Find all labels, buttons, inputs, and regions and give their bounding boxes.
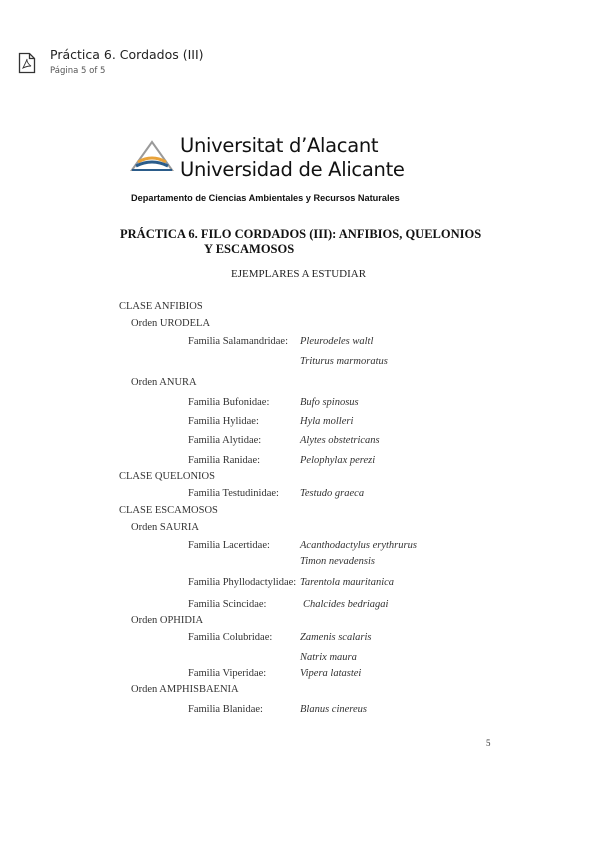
orden-heading: Orden ANURA xyxy=(131,377,197,388)
page-number: 5 xyxy=(486,738,491,748)
orden-heading: Orden URODELA xyxy=(131,318,211,329)
familia-label: Familia Phyllodactylidae: xyxy=(188,577,297,588)
species-name: Acanthodactylus erythrurus xyxy=(300,540,417,551)
familia-label: Familia Hylidae: xyxy=(188,416,259,427)
orden-heading: Orden OPHIDIA xyxy=(131,615,204,626)
clase-heading: CLASE ESCAMOSOS xyxy=(119,505,218,516)
familia-label: Familia Lacertidae: xyxy=(188,540,270,551)
species-name: Chalcides bedriagai xyxy=(303,599,389,610)
species-name: Blanus cinereus xyxy=(300,704,367,715)
species-name: Timon nevadensis xyxy=(300,556,375,567)
familia-label: Familia Blanidae: xyxy=(188,704,263,715)
clase-heading: CLASE ANFIBIOS xyxy=(119,301,203,312)
familia-label: Familia Bufonidae: xyxy=(188,397,270,408)
university-logo xyxy=(130,140,174,174)
familia-label: Familia Scincidae: xyxy=(188,599,267,610)
practice-title-line1: PRÁCTICA 6. FILO CORDADOS (III): ANFIBIOS, QUELONIOS xyxy=(120,227,482,241)
clase-heading: CLASE QUELONIOS xyxy=(119,471,215,482)
pdf-icon xyxy=(18,52,36,74)
orden-heading: Orden SAURIA xyxy=(131,522,199,533)
familia-label: Familia Colubridae: xyxy=(188,632,273,643)
species-name: Zamenis scalaris xyxy=(300,632,372,643)
familia-label: Familia Testudinidae: xyxy=(188,488,279,499)
species-name: Hyla molleri xyxy=(300,416,354,427)
species-name: Bufo spinosus xyxy=(300,397,359,408)
species-name: Testudo graeca xyxy=(300,488,365,499)
species-name: Pleurodeles waltl xyxy=(300,336,374,347)
document-title: Práctica 6. Cordados (III) xyxy=(50,47,204,62)
university-name-es: Universidad de Alicante xyxy=(180,158,405,181)
orden-heading: Orden AMPHISBAENIA xyxy=(131,684,239,695)
species-name: Triturus marmoratus xyxy=(300,356,388,367)
species-name: Tarentola mauritanica xyxy=(300,577,395,588)
department-name: Departamento de Ciencias Ambientales y Recursos Naturales xyxy=(131,193,400,203)
familia-label: Familia Salamandridae: xyxy=(188,336,289,347)
familia-label: Familia Ranidae: xyxy=(188,455,261,466)
species-name: Natrix maura xyxy=(300,652,357,663)
page-indicator: Página 5 of 5 xyxy=(50,66,106,76)
familia-label: Familia Viperidae: xyxy=(188,668,267,679)
section-subtitle: EJEMPLARES A ESTUDIAR xyxy=(231,268,367,280)
viewer-header xyxy=(0,0,599,90)
familia-label: Familia Alytidae: xyxy=(188,435,262,446)
species-name: Vipera latastei xyxy=(300,668,362,679)
practice-title-line2: Y ESCAMOSOS xyxy=(204,242,295,256)
species-name: Alytes obstetricans xyxy=(300,435,380,446)
species-name: Pelophylax perezi xyxy=(300,455,376,466)
university-name-ca: Universitat d’Alacant xyxy=(180,134,379,157)
